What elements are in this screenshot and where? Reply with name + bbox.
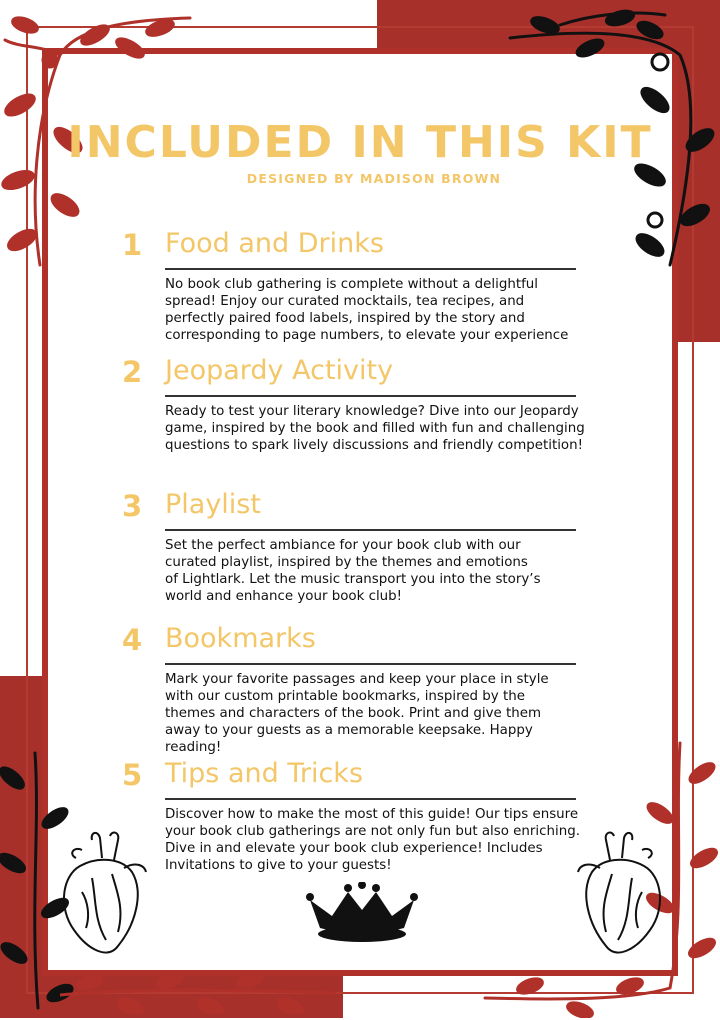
section-divider bbox=[165, 529, 576, 531]
section-number: 2 bbox=[122, 355, 143, 389]
section-body: Discover how to make the most of this guide! Our tips ensure your book club gatherings are not only fun but also enriching. Dive in and elevate your book club experience! Includes Invitations to give to your guests! bbox=[165, 807, 580, 873]
section-playlist bbox=[118, 487, 578, 604]
vine-branch-icon bbox=[60, 960, 340, 1020]
section-title: Food and Drinks bbox=[165, 228, 384, 259]
anatomical-heart-icon bbox=[572, 828, 672, 968]
section-number: 4 bbox=[122, 623, 143, 657]
section-title: Bookmarks bbox=[165, 623, 316, 654]
section-body: Ready to test your literary knowledge? Dive into our Jeopardy game, inspired by the book and filled with fun and challenging questions to spark lively discussions and friendly competition! bbox=[165, 404, 585, 453]
section-number: 3 bbox=[122, 489, 143, 523]
designer-credit: DESIGNED BY MADISON BROWN bbox=[246, 171, 502, 186]
section-body: No book club gathering is complete without a delightful spread! Enjoy our curated mocktails, tea recipes, and perfectly paired food labels, inspired by the story and corresponding to page numbers, to elevate your experience bbox=[165, 277, 569, 343]
section-body: Set the perfect ambiance for your book club with our curated playlist, inspired by the themes and emotions of Lightlark. Let the music transport you into the story’s world and enhance your book club! bbox=[165, 538, 541, 604]
anatomical-heart-icon bbox=[52, 828, 152, 968]
crown-icon bbox=[300, 882, 424, 946]
section-food-and-drinks bbox=[118, 226, 578, 343]
section-title: Tips and Tricks bbox=[165, 758, 364, 789]
section-divider bbox=[165, 395, 576, 397]
section-title: Playlist bbox=[165, 489, 261, 520]
section-divider bbox=[165, 798, 576, 800]
section-body: Mark your favorite passages and keep your place in style with our custom printable bookmarks, inspired by the themes and characters of the book. Print and give them away to your guests as a memorable keepsake. Happy reading! bbox=[165, 672, 549, 755]
section-number: 1 bbox=[122, 228, 143, 262]
page-title: INCLUDED IN THIS KIT bbox=[67, 117, 653, 168]
section-bookmarks bbox=[118, 621, 578, 755]
section-title: Jeopardy Activity bbox=[165, 355, 394, 386]
section-jeopardy-activity bbox=[118, 353, 585, 453]
section-divider bbox=[165, 663, 576, 665]
section-divider bbox=[165, 268, 576, 270]
section-tips-and-tricks bbox=[118, 756, 580, 873]
section-number: 5 bbox=[122, 758, 143, 792]
